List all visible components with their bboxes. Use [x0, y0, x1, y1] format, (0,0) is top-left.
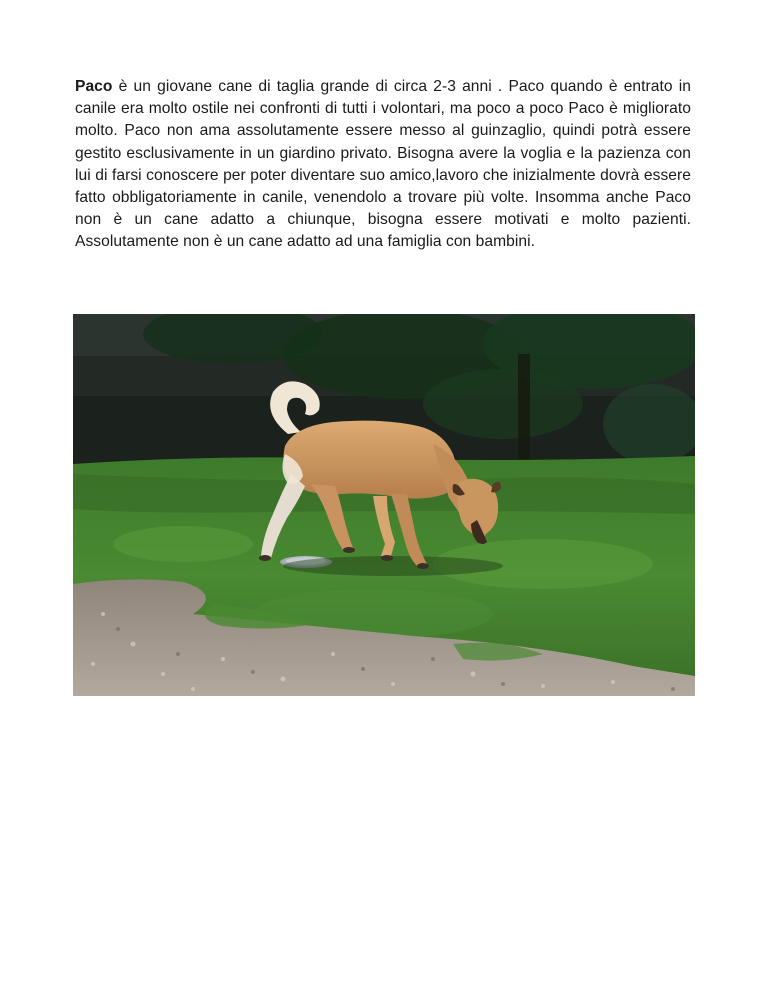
dog-name: Paco [75, 78, 113, 95]
description-text: è un giovane cane di taglia grande di circa 2-3 anni . Paco quando è entrato in canile era molto ostile nei confronti di tutti i volontari, ma poco a poco Paco è migliorato molto. Paco non ama assolutamente essere messo al guinzaglio, quindi potrà essere gestito esclusivamente in un giardino privato. Bisogna avere la voglia e la pazienza con lui di farsi conoscere per poter diventare suo amico,lavoro che inizialmente dovrà essere fatto obbligatoriamente in canile, venendolo a trovare più volte. Insomma anche Paco non è un cane adatto a chiunque, bisogna essere motivati e molto pazienti. Assolutamente non è un cane adatto ad una famiglia con bambini. [75, 78, 691, 251]
dog-photo [73, 314, 695, 696]
description-paragraph [75, 76, 691, 254]
